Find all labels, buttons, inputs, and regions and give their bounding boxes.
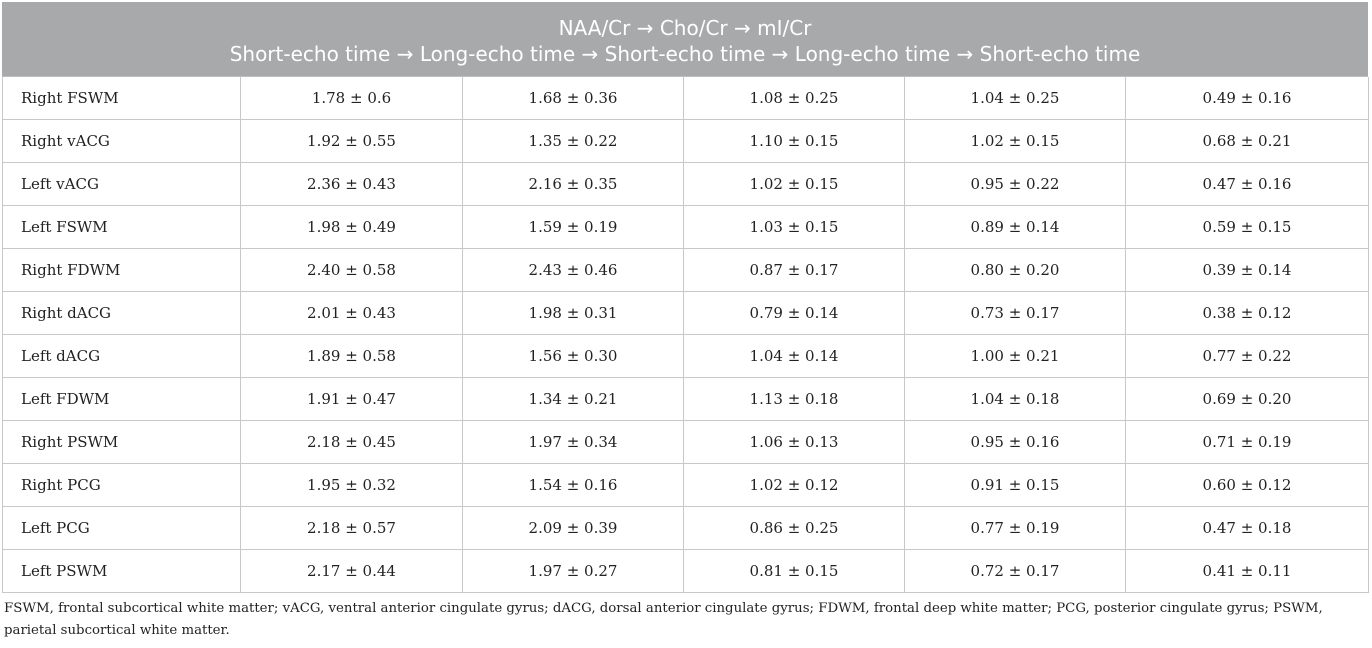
value-cell: 0.69 ± 0.20: [1126, 378, 1369, 421]
value-cell: 1.00 ± 0.21: [905, 335, 1126, 378]
value-cell: 0.60 ± 0.12: [1126, 464, 1369, 507]
region-cell: Left vACG: [3, 163, 241, 206]
value-cell: 2.43 ± 0.46: [463, 249, 684, 292]
table-body: [3, 77, 1369, 593]
value-cell: 1.97 ± 0.34: [463, 421, 684, 464]
value-cell: 1.04 ± 0.14: [684, 335, 905, 378]
value-cell: 1.02 ± 0.15: [905, 120, 1126, 163]
region-cell: Left FSWM: [3, 206, 241, 249]
table-row: [3, 249, 1369, 292]
value-cell: 0.72 ± 0.17: [905, 550, 1126, 593]
table-row: [3, 507, 1369, 550]
value-cell: 0.86 ± 0.25: [684, 507, 905, 550]
value-cell: 1.91 ± 0.47: [241, 378, 463, 421]
region-cell: Left FDWM: [3, 378, 241, 421]
table-row: [3, 292, 1369, 335]
value-cell: 0.49 ± 0.16: [1126, 77, 1369, 120]
value-cell: 2.18 ± 0.45: [241, 421, 463, 464]
region-cell: Right FDWM: [3, 249, 241, 292]
region-cell: Right PCG: [3, 464, 241, 507]
region-cell: Left dACG: [3, 335, 241, 378]
value-cell: 1.54 ± 0.16: [463, 464, 684, 507]
value-cell: 0.87 ± 0.17: [684, 249, 905, 292]
value-cell: 0.59 ± 0.15: [1126, 206, 1369, 249]
value-cell: 0.95 ± 0.22: [905, 163, 1126, 206]
value-cell: 0.95 ± 0.16: [905, 421, 1126, 464]
footnote: FSWM, frontal subcortical white matter; vACG, ventral anterior cingulate gyrus; dACG, dorsal anterior cingulate gyrus; FDWM, frontal deep white matter; PCG, posterior cingulate gyrus; PSWM, parietal subcortical white matter.: [4, 601, 1323, 638]
value-cell: 2.18 ± 0.57: [241, 507, 463, 550]
value-cell: 1.13 ± 0.18: [684, 378, 905, 421]
value-cell: 0.47 ± 0.18: [1126, 507, 1369, 550]
header-line-2: Short-echo time → Long-echo time → Short-echo time → Long-echo time → Short-echo time: [229, 42, 1141, 66]
value-cell: 0.71 ± 0.19: [1126, 421, 1369, 464]
value-cell: 2.36 ± 0.43: [241, 163, 463, 206]
region-cell: Right FSWM: [3, 77, 241, 120]
region-cell: Right PSWM: [3, 421, 241, 464]
value-cell: 1.06 ± 0.13: [684, 421, 905, 464]
value-cell: 1.08 ± 0.25: [684, 77, 905, 120]
value-cell: 1.02 ± 0.15: [684, 163, 905, 206]
value-cell: 1.03 ± 0.15: [684, 206, 905, 249]
data-table: [2, 77, 1369, 593]
region-cell: Left PCG: [3, 507, 241, 550]
value-cell: 2.17 ± 0.44: [241, 550, 463, 593]
value-cell: 1.10 ± 0.15: [684, 120, 905, 163]
table-row: [3, 163, 1369, 206]
value-cell: 1.04 ± 0.18: [905, 378, 1126, 421]
value-cell: 2.01 ± 0.43: [241, 292, 463, 335]
value-cell: 0.68 ± 0.21: [1126, 120, 1369, 163]
value-cell: 1.34 ± 0.21: [463, 378, 684, 421]
value-cell: 0.73 ± 0.17: [905, 292, 1126, 335]
value-cell: 2.16 ± 0.35: [463, 163, 684, 206]
value-cell: 2.40 ± 0.58: [241, 249, 463, 292]
value-cell: 1.02 ± 0.12: [684, 464, 905, 507]
table-row: [3, 464, 1369, 507]
header-line-1: NAA/Cr → Cho/Cr → mI/Cr: [558, 16, 812, 40]
value-cell: 1.56 ± 0.30: [463, 335, 684, 378]
region-cell: Right dACG: [3, 292, 241, 335]
value-cell: 0.41 ± 0.11: [1126, 550, 1369, 593]
table-container: [2, 2, 1368, 642]
value-cell: 1.97 ± 0.27: [463, 550, 684, 593]
table-row: [3, 378, 1369, 421]
value-cell: 1.89 ± 0.58: [241, 335, 463, 378]
value-cell: 0.38 ± 0.12: [1126, 292, 1369, 335]
region-cell: Left PSWM: [3, 550, 241, 593]
value-cell: 1.35 ± 0.22: [463, 120, 684, 163]
value-cell: 0.77 ± 0.19: [905, 507, 1126, 550]
table-row: [3, 120, 1369, 163]
value-cell: 2.09 ± 0.39: [463, 507, 684, 550]
table-row: [3, 421, 1369, 464]
value-cell: 0.39 ± 0.14: [1126, 249, 1369, 292]
value-cell: 1.98 ± 0.49: [241, 206, 463, 249]
table-header: [2, 2, 1368, 77]
region-cell: Right vACG: [3, 120, 241, 163]
value-cell: 1.78 ± 0.6: [241, 77, 463, 120]
value-cell: 0.80 ± 0.20: [905, 249, 1126, 292]
value-cell: 0.77 ± 0.22: [1126, 335, 1369, 378]
table-row: [3, 550, 1369, 593]
value-cell: 1.68 ± 0.36: [463, 77, 684, 120]
value-cell: 1.59 ± 0.19: [463, 206, 684, 249]
table-row: [3, 206, 1369, 249]
value-cell: 1.95 ± 0.32: [241, 464, 463, 507]
value-cell: 0.79 ± 0.14: [684, 292, 905, 335]
value-cell: 1.04 ± 0.25: [905, 77, 1126, 120]
value-cell: 0.47 ± 0.16: [1126, 163, 1369, 206]
value-cell: 1.98 ± 0.31: [463, 292, 684, 335]
table-row: [3, 77, 1369, 120]
value-cell: 0.89 ± 0.14: [905, 206, 1126, 249]
table-row: [3, 335, 1369, 378]
value-cell: 1.92 ± 0.55: [241, 120, 463, 163]
value-cell: 0.81 ± 0.15: [684, 550, 905, 593]
value-cell: 0.91 ± 0.15: [905, 464, 1126, 507]
